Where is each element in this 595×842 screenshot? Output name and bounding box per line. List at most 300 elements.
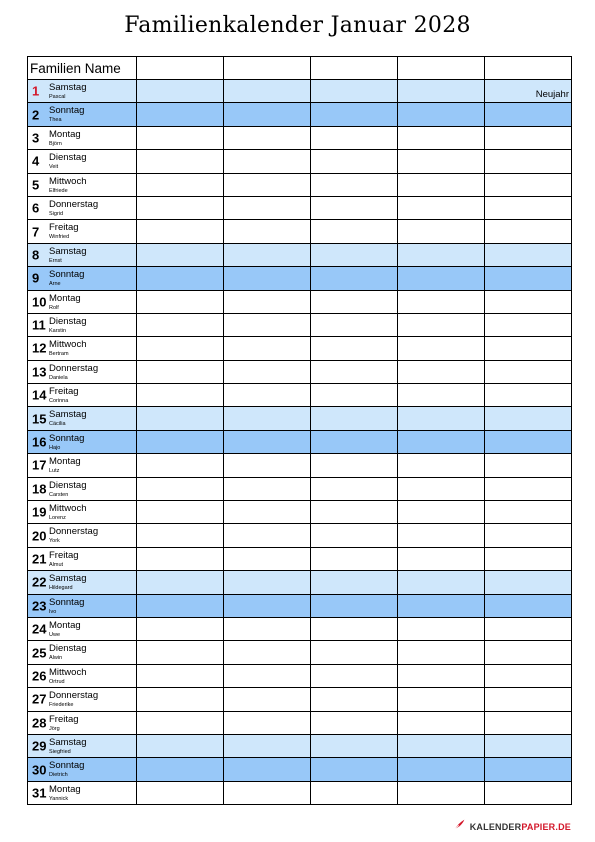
day-number: 31: [32, 785, 47, 801]
day-number: 11: [32, 317, 46, 333]
day-row: [28, 196, 572, 219]
entry-cell[interactable]: [311, 454, 398, 477]
member-column-header[interactable]: [398, 57, 485, 80]
entry-cell[interactable]: [311, 641, 398, 664]
day-row: [28, 384, 572, 407]
day-number: 3: [32, 130, 40, 146]
entry-cell[interactable]: [485, 594, 572, 617]
entry-cell[interactable]: [224, 688, 311, 711]
day-number: 21: [32, 551, 47, 567]
entry-cell[interactable]: [398, 173, 485, 196]
entry-cell[interactable]: [398, 80, 485, 103]
day-row: [28, 103, 572, 126]
day-cell: [28, 547, 137, 570]
entry-cell[interactable]: [398, 688, 485, 711]
entry-cell[interactable]: [137, 524, 224, 547]
day-cell: [28, 384, 137, 407]
name-day: Alwin: [49, 655, 63, 662]
entry-cell[interactable]: [398, 150, 485, 173]
entry-cell[interactable]: [398, 571, 485, 594]
entry-cell[interactable]: [224, 103, 311, 126]
entry-cell[interactable]: [398, 407, 485, 430]
entry-cell[interactable]: [398, 547, 485, 570]
entry-cell[interactable]: [311, 571, 398, 594]
entry-cell[interactable]: [485, 337, 572, 360]
entry-cell[interactable]: [485, 360, 572, 383]
entry-cell[interactable]: [485, 571, 572, 594]
entry-cell[interactable]: [224, 664, 311, 687]
name-day: Cäcilia: [49, 421, 66, 428]
entry-cell[interactable]: [224, 617, 311, 640]
entry-cell[interactable]: [311, 524, 398, 547]
entry-cell[interactable]: [311, 711, 398, 734]
weekday-name: Donnerstag: [49, 690, 99, 702]
day-row: [28, 547, 572, 570]
day-row: [28, 524, 572, 547]
entry-cell[interactable]: [137, 454, 224, 477]
entry-cell[interactable]: [137, 360, 224, 383]
entry-cell[interactable]: [311, 126, 398, 149]
name-day: Rolf: [49, 304, 59, 311]
entry-cell[interactable]: [137, 220, 224, 243]
entry-cell[interactable]: [485, 313, 572, 336]
day-row: [28, 617, 572, 640]
entry-cell[interactable]: [137, 313, 224, 336]
day-row: [28, 173, 572, 196]
entry-cell[interactable]: [485, 290, 572, 313]
entry-cell[interactable]: [137, 758, 224, 781]
member-column-header[interactable]: [485, 57, 572, 80]
weekday-name: Montag: [49, 619, 81, 631]
name-day: Lutz: [49, 468, 60, 475]
day-row: [28, 594, 572, 617]
entry-cell[interactable]: [398, 337, 485, 360]
entry-cell[interactable]: [137, 711, 224, 734]
day-number: 17: [32, 457, 47, 473]
entry-cell[interactable]: [485, 664, 572, 687]
entry-cell[interactable]: [485, 501, 572, 524]
entry-cell[interactable]: [485, 173, 572, 196]
entry-cell[interactable]: [224, 173, 311, 196]
day-number: 15: [32, 411, 47, 427]
entry-cell[interactable]: [224, 594, 311, 617]
name-day: Dietrich: [49, 772, 68, 779]
entry-cell[interactable]: [398, 734, 485, 757]
entry-cell[interactable]: [137, 243, 224, 266]
name-day: Carsten: [49, 491, 69, 498]
day-number: 9: [32, 270, 40, 286]
day-number: 30: [32, 762, 47, 778]
footer-brand: [453, 818, 571, 836]
entry-cell[interactable]: [398, 360, 485, 383]
entry-cell[interactable]: [398, 641, 485, 664]
weekday-name: Freitag: [49, 222, 79, 234]
entry-cell[interactable]: [311, 407, 398, 430]
weekday-name: Freitag: [49, 713, 79, 725]
entry-cell[interactable]: [398, 290, 485, 313]
member-column-header[interactable]: [224, 57, 311, 80]
entry-cell[interactable]: [311, 337, 398, 360]
entry-cell[interactable]: [485, 711, 572, 734]
name-day: Arne: [49, 281, 61, 288]
entry-cell[interactable]: [224, 337, 311, 360]
name-day: Corinna: [49, 398, 69, 405]
entry-cell[interactable]: [311, 150, 398, 173]
member-column-header[interactable]: [311, 57, 398, 80]
entry-cell[interactable]: [311, 220, 398, 243]
day-number: 23: [32, 598, 47, 614]
entry-cell[interactable]: [485, 617, 572, 640]
day-row: [28, 290, 572, 313]
day-cell: [28, 220, 137, 243]
day-row: [28, 734, 572, 757]
entry-cell[interactable]: [137, 150, 224, 173]
entry-cell[interactable]: [224, 477, 311, 500]
day-row: [28, 313, 572, 336]
day-row: [28, 150, 572, 173]
day-row: [28, 243, 572, 266]
entry-cell[interactable]: [311, 617, 398, 640]
entry-cell[interactable]: [224, 150, 311, 173]
day-row: [28, 664, 572, 687]
name-day: Daniela: [49, 374, 68, 381]
entry-cell[interactable]: [485, 196, 572, 219]
entry-cell[interactable]: [311, 734, 398, 757]
weekday-name: Donnerstag: [49, 198, 99, 210]
day-row: [28, 337, 572, 360]
holiday-label: Neujahr: [535, 89, 569, 101]
day-number: 27: [32, 691, 47, 707]
name-day: Hajo: [49, 444, 61, 451]
entry-cell[interactable]: [485, 477, 572, 500]
entry-cell[interactable]: [485, 80, 572, 103]
entry-cell[interactable]: [224, 571, 311, 594]
entry-cell[interactable]: [137, 126, 224, 149]
day-cell: [28, 571, 137, 594]
entry-cell[interactable]: [137, 267, 224, 290]
day-cell: [28, 664, 137, 687]
entry-cell[interactable]: [137, 337, 224, 360]
weekday-name: Dienstag: [49, 643, 87, 655]
entry-cell[interactable]: [311, 80, 398, 103]
entry-cell[interactable]: [137, 407, 224, 430]
weekday-name: Sonntag: [49, 105, 85, 117]
entry-cell[interactable]: [398, 524, 485, 547]
entry-cell[interactable]: [398, 313, 485, 336]
entry-cell[interactable]: [485, 430, 572, 453]
day-number: 29: [32, 738, 47, 754]
entry-cell[interactable]: [311, 267, 398, 290]
day-cell: [28, 360, 137, 383]
day-number: 19: [32, 504, 47, 520]
day-row: [28, 267, 572, 290]
entry-cell[interactable]: [137, 430, 224, 453]
entry-cell[interactable]: [224, 196, 311, 219]
entry-cell[interactable]: [224, 267, 311, 290]
day-cell: [28, 243, 137, 266]
entry-cell[interactable]: [398, 267, 485, 290]
entry-cell[interactable]: [311, 103, 398, 126]
weekday-name: Sonntag: [49, 760, 85, 772]
header-row: [28, 57, 572, 80]
day-row: [28, 688, 572, 711]
entry-cell[interactable]: [311, 173, 398, 196]
entry-cell[interactable]: [398, 384, 485, 407]
entry-cell[interactable]: [224, 781, 311, 804]
entry-cell[interactable]: [224, 407, 311, 430]
day-row: [28, 781, 572, 804]
day-cell: [28, 337, 137, 360]
day-row: [28, 126, 572, 149]
day-number: 7: [32, 224, 40, 240]
entry-cell[interactable]: [398, 126, 485, 149]
weekday-name: Donnerstag: [49, 526, 99, 538]
member-column-header[interactable]: [137, 57, 224, 80]
entry-cell[interactable]: [137, 196, 224, 219]
day-cell: [28, 290, 137, 313]
name-day: Winfried: [49, 234, 70, 241]
entry-cell[interactable]: [398, 220, 485, 243]
day-cell: [28, 407, 137, 430]
day-number: 18: [32, 481, 47, 497]
day-row: [28, 80, 572, 103]
weekday-name: Samstag: [49, 409, 87, 421]
entry-cell[interactable]: [224, 243, 311, 266]
entry-cell[interactable]: [398, 758, 485, 781]
name-day: Thea: [49, 117, 62, 124]
entry-cell[interactable]: [311, 243, 398, 266]
entry-cell[interactable]: [398, 477, 485, 500]
entry-cell[interactable]: [224, 501, 311, 524]
entry-cell[interactable]: [224, 384, 311, 407]
entry-cell[interactable]: [224, 547, 311, 570]
entry-cell[interactable]: [485, 688, 572, 711]
entry-cell[interactable]: [485, 150, 572, 173]
day-cell: [28, 126, 137, 149]
entry-cell[interactable]: [398, 711, 485, 734]
day-cell: [28, 711, 137, 734]
entry-cell[interactable]: [137, 173, 224, 196]
day-cell: [28, 524, 137, 547]
day-cell: [28, 477, 137, 500]
weekday-name: Sonntag: [49, 269, 85, 281]
entry-cell[interactable]: [311, 664, 398, 687]
entry-cell[interactable]: [224, 126, 311, 149]
entry-cell[interactable]: [485, 103, 572, 126]
entry-cell[interactable]: [398, 243, 485, 266]
entry-cell[interactable]: [485, 220, 572, 243]
entry-cell[interactable]: [398, 781, 485, 804]
entry-cell[interactable]: [224, 641, 311, 664]
entry-cell[interactable]: [485, 734, 572, 757]
day-row: [28, 360, 572, 383]
entry-cell[interactable]: [137, 290, 224, 313]
entry-cell[interactable]: [311, 477, 398, 500]
entry-cell[interactable]: [224, 80, 311, 103]
day-cell: [28, 734, 137, 757]
name-day: Almut: [49, 561, 64, 568]
day-number: 25: [32, 645, 47, 661]
entry-cell[interactable]: [485, 524, 572, 547]
name-day: York: [49, 538, 60, 545]
day-cell: [28, 758, 137, 781]
entry-cell[interactable]: [137, 594, 224, 617]
day-cell: [28, 313, 137, 336]
entry-cell[interactable]: [137, 571, 224, 594]
weekday-name: Freitag: [49, 386, 79, 398]
entry-cell[interactable]: [311, 360, 398, 383]
day-number: 13: [32, 364, 47, 380]
entry-cell[interactable]: [398, 103, 485, 126]
name-day: Elfriede: [49, 187, 68, 194]
entry-cell[interactable]: [137, 617, 224, 640]
entry-cell[interactable]: [311, 196, 398, 219]
name-day: Jörg: [49, 725, 60, 732]
weekday-name: Dienstag: [49, 315, 87, 327]
entry-cell[interactable]: [311, 313, 398, 336]
name-day: Ortrud: [49, 678, 65, 685]
entry-cell[interactable]: [137, 80, 224, 103]
entry-cell[interactable]: [398, 454, 485, 477]
day-number: 20: [32, 528, 47, 544]
name-day: Karstin: [49, 327, 67, 334]
feather-pen-icon: [453, 818, 466, 836]
entry-cell[interactable]: [311, 290, 398, 313]
weekday-name: Sonntag: [49, 596, 85, 608]
entry-cell[interactable]: [398, 617, 485, 640]
entry-cell[interactable]: [137, 641, 224, 664]
day-row: [28, 407, 572, 430]
name-day: Veit: [49, 164, 59, 171]
entry-cell[interactable]: [137, 501, 224, 524]
entry-cell[interactable]: [485, 267, 572, 290]
entry-cell[interactable]: [224, 711, 311, 734]
day-cell: [28, 594, 137, 617]
entry-cell[interactable]: [311, 430, 398, 453]
name-day: Ivo: [49, 608, 57, 615]
entry-cell[interactable]: [311, 501, 398, 524]
entry-cell[interactable]: [485, 781, 572, 804]
weekday-name: Sonntag: [49, 432, 85, 444]
entry-cell[interactable]: [485, 758, 572, 781]
day-number: 1: [32, 83, 40, 99]
entry-cell[interactable]: [311, 547, 398, 570]
entry-cell[interactable]: [137, 688, 224, 711]
day-number: 24: [32, 621, 47, 637]
entry-cell[interactable]: [224, 734, 311, 757]
day-row: [28, 501, 572, 524]
entry-cell[interactable]: [224, 758, 311, 781]
day-row: [28, 758, 572, 781]
day-number: 16: [32, 434, 47, 450]
entry-cell[interactable]: [398, 430, 485, 453]
weekday-name: Donnerstag: [49, 362, 99, 374]
entry-cell[interactable]: [311, 594, 398, 617]
entry-cell[interactable]: [137, 103, 224, 126]
day-row: [28, 220, 572, 243]
day-cell: [28, 688, 137, 711]
entry-cell[interactable]: [224, 360, 311, 383]
day-cell: [28, 267, 137, 290]
name-day: Ernst: [49, 257, 62, 264]
entry-cell[interactable]: [485, 126, 572, 149]
entry-cell[interactable]: [311, 781, 398, 804]
entry-cell[interactable]: [485, 454, 572, 477]
weekday-name: Montag: [49, 456, 81, 468]
entry-cell[interactable]: [137, 384, 224, 407]
entry-cell[interactable]: [137, 781, 224, 804]
day-cell: [28, 641, 137, 664]
day-number: 28: [32, 715, 47, 731]
weekday-name: Samstag: [49, 573, 87, 585]
day-number: 14: [32, 387, 47, 403]
name-day: Bertram: [49, 351, 69, 358]
name-day: Uwe: [49, 631, 61, 638]
name-day: Friederike: [49, 702, 74, 709]
entry-cell[interactable]: [311, 688, 398, 711]
entry-cell[interactable]: [137, 664, 224, 687]
day-number: 12: [32, 340, 47, 356]
day-row: [28, 571, 572, 594]
day-number: 10: [32, 294, 47, 310]
entry-cell[interactable]: [224, 290, 311, 313]
day-row: [28, 641, 572, 664]
weekday-name: Samstag: [49, 736, 87, 748]
day-cell: [28, 150, 137, 173]
entry-cell[interactable]: [485, 407, 572, 430]
entry-cell[interactable]: [224, 454, 311, 477]
day-number: 8: [32, 247, 40, 263]
page-title: Familienkalender Januar 2028: [124, 13, 471, 38]
day-number: 26: [32, 668, 47, 684]
weekday-name: Mittwoch: [49, 666, 87, 678]
day-row: [28, 477, 572, 500]
day-cell: [28, 80, 137, 103]
entry-cell[interactable]: [311, 384, 398, 407]
entry-cell[interactable]: [224, 313, 311, 336]
entry-cell[interactable]: [311, 758, 398, 781]
day-cell: [28, 781, 137, 804]
entry-cell[interactable]: [137, 734, 224, 757]
entry-cell[interactable]: [137, 547, 224, 570]
name-day: Lorenz: [49, 515, 66, 522]
entry-cell[interactable]: [485, 243, 572, 266]
weekday-name: Dienstag: [49, 479, 87, 491]
entry-cell[interactable]: [224, 524, 311, 547]
weekday-name: Mittwoch: [49, 175, 87, 187]
entry-cell[interactable]: [137, 477, 224, 500]
entry-cell[interactable]: [224, 430, 311, 453]
day-cell: [28, 173, 137, 196]
weekday-name: Montag: [49, 783, 81, 795]
entry-cell[interactable]: [398, 664, 485, 687]
name-day: Sigrid: [49, 210, 64, 217]
brand-text: [470, 822, 571, 832]
entry-cell[interactable]: [485, 384, 572, 407]
entry-cell[interactable]: [224, 220, 311, 243]
entry-cell[interactable]: [398, 196, 485, 219]
entry-cell[interactable]: [485, 641, 572, 664]
family-name-label: Familien Name: [28, 57, 137, 80]
day-number: 2: [32, 107, 40, 123]
entry-cell[interactable]: [398, 594, 485, 617]
entry-cell[interactable]: [485, 547, 572, 570]
weekday-name: Samstag: [49, 245, 87, 257]
entry-cell[interactable]: [398, 501, 485, 524]
day-number: 4: [32, 153, 40, 169]
name-day: Yannick: [49, 795, 69, 802]
name-day: Siegfried: [49, 748, 71, 755]
